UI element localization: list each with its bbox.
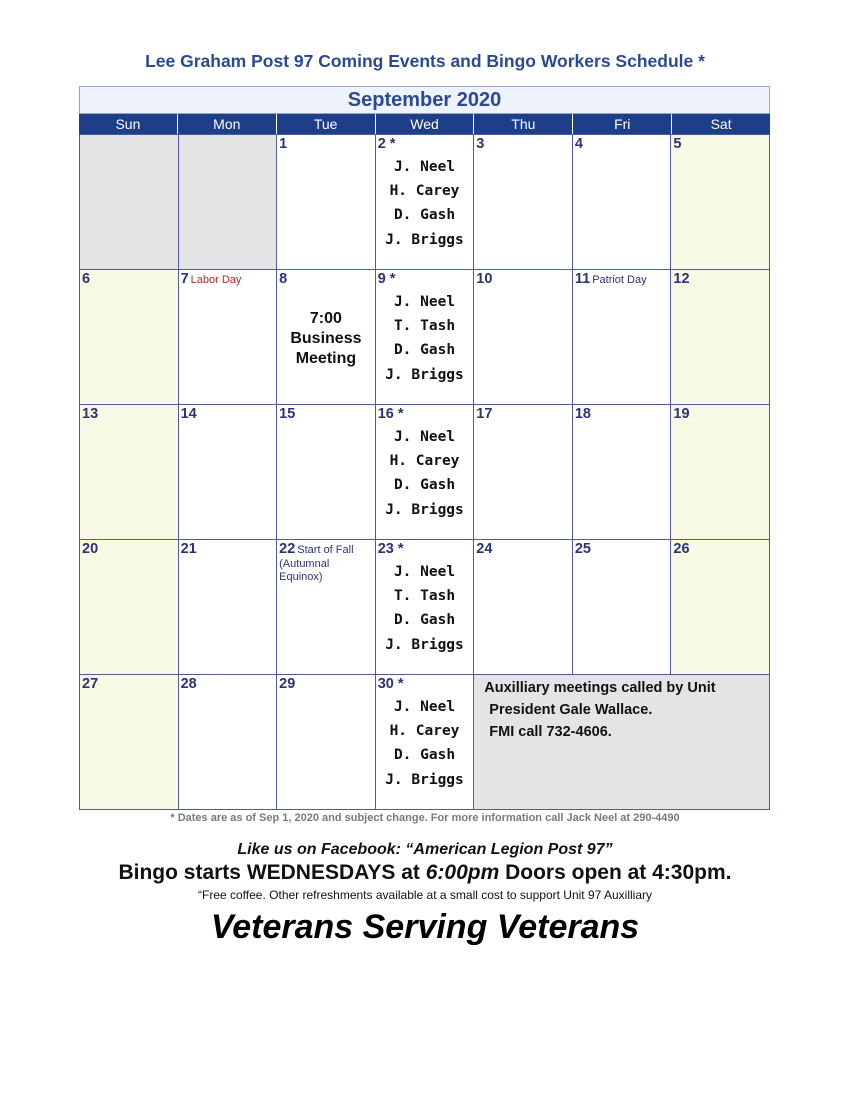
event-time: 7:00	[309, 310, 342, 327]
weekday-sat: Sat	[710, 116, 732, 132]
worker-name: T. Tash	[393, 318, 456, 335]
day-cell-19	[671, 405, 770, 540]
day-cell-10	[474, 270, 573, 405]
day-number: 19	[673, 406, 690, 422]
day-number: 23 *	[377, 541, 404, 557]
day-cell-20	[80, 540, 179, 675]
day-number: 2 *	[377, 136, 396, 152]
weekday-wed: Wed	[376, 114, 475, 134]
bingo-text: Bingo starts WEDNESDAYS at	[118, 861, 426, 884]
note-line: President Gale Wallace.	[489, 702, 653, 718]
facebook-line: Like us on Facebook: “American Legion Post 97”	[237, 841, 613, 858]
motto: Veterans Serving Veterans	[210, 908, 640, 946]
weekday-sun: Sun	[79, 114, 178, 134]
holiday-patriot-day: Patriot Day	[592, 274, 647, 286]
day-cell-25	[573, 540, 672, 675]
bingo-workers-list	[376, 290, 474, 387]
day-number: 27	[82, 676, 99, 692]
day-number: 13	[82, 406, 99, 422]
day-number: 14	[180, 406, 197, 422]
weekday-fri: Fri	[573, 114, 672, 134]
day-cell-7	[179, 270, 278, 405]
auxiliary-note-cell	[474, 675, 770, 810]
day-number: 18	[574, 406, 591, 422]
day-cell-13	[80, 405, 179, 540]
worker-name: J. Briggs	[385, 771, 464, 788]
day-cell-27	[80, 675, 179, 810]
dates-footnote: * Dates are as of Sep 1, 2020 and subject change. For more information call Jack Neel at 290-4490	[170, 812, 680, 824]
bingo-workers-list	[376, 560, 474, 657]
day-number: 17	[476, 406, 493, 422]
day-cell-18	[573, 405, 672, 540]
worker-name: H. Carey	[389, 183, 460, 200]
note-line: Auxilliary meetings called by Unit	[484, 680, 716, 696]
day-number: 6	[82, 271, 91, 287]
worker-name: D. Gash	[393, 342, 456, 359]
holiday-labor-day: Labor Day	[190, 274, 242, 286]
day-number: 24	[476, 541, 493, 557]
day-number: 12	[673, 271, 690, 287]
weekday-header	[79, 114, 770, 134]
day-number	[575, 271, 647, 287]
day-cell-1	[277, 135, 376, 270]
worker-name: D. Gash	[393, 612, 456, 629]
day-cell-9	[376, 270, 475, 405]
holiday-autumnal-equinox: (Autumnal Equinox)	[279, 558, 330, 583]
day-number-value: 11	[574, 271, 591, 287]
day-number: 29	[279, 676, 296, 692]
worker-name: J. Briggs	[385, 366, 464, 383]
bingo-workers-list	[376, 425, 474, 522]
worker-name: H. Carey	[389, 723, 460, 740]
day-number: 28	[180, 676, 197, 692]
worker-name: J. Neel	[393, 699, 456, 715]
day-number: 1	[279, 136, 288, 152]
worker-name: T. Tash	[393, 588, 456, 605]
weekday-thu: Thu	[474, 114, 573, 134]
day-number: 30 *	[377, 676, 404, 692]
day-cell-26	[671, 540, 770, 675]
day-cell-8	[277, 270, 376, 405]
day-number: 25	[574, 541, 591, 557]
day-number: 16 *	[377, 406, 404, 422]
business-meeting-event	[277, 309, 375, 369]
day-cell-28	[179, 675, 278, 810]
day-cell-22	[277, 540, 376, 675]
day-number-value: 7	[180, 271, 189, 287]
day-cell-23	[376, 540, 475, 675]
day-cell-29	[277, 675, 376, 810]
refreshments-note: “Free coffee. Other refreshments available at a small cost to support Unit 97 Auxilliary	[198, 888, 652, 902]
day-cell-6	[80, 270, 179, 405]
day-number: 4	[574, 136, 583, 152]
day-number: 8	[279, 271, 288, 287]
day-number: 5	[673, 136, 682, 152]
day-cell-15	[277, 405, 376, 540]
event-line: Business	[290, 330, 362, 347]
day-number: 26	[673, 541, 690, 557]
day-number: 3	[476, 136, 485, 152]
page-title: Lee Graham Post 97 Coming Events and Bingo Workers Schedule *	[145, 51, 705, 71]
day-cell-17	[474, 405, 573, 540]
event-line: Meeting	[295, 350, 357, 367]
worker-name: J. Neel	[393, 159, 456, 175]
day-cell-14	[179, 405, 278, 540]
empty-day-cell	[179, 135, 278, 270]
bingo-start-time: 6:00pm	[425, 861, 500, 884]
day-number: 20	[82, 541, 99, 557]
worker-name: D. Gash	[393, 477, 456, 494]
day-cell-5	[671, 135, 770, 270]
day-cell-30	[376, 675, 475, 810]
auxiliary-note	[484, 677, 715, 743]
day-cell-12	[671, 270, 770, 405]
worker-name: J. Neel	[393, 429, 456, 445]
calendar-grid	[79, 134, 770, 810]
day-cell-2	[376, 135, 475, 270]
day-cell-11	[573, 270, 672, 405]
bingo-schedule: Bingo starts WEDNESDAYS at 6:00pm Doors open at 4:30pm.	[118, 861, 732, 884]
day-number: 21	[180, 541, 197, 557]
day-cell-4	[573, 135, 672, 270]
worker-name: J. Neel	[393, 564, 456, 580]
note-line: FMI call 732-4606.	[489, 724, 612, 740]
day-cell-21	[179, 540, 278, 675]
bingo-doors-text: Doors open at 4:30pm	[499, 861, 726, 884]
day-cell-16	[376, 405, 475, 540]
day-number: 9 *	[377, 271, 396, 287]
worker-name: J. Briggs	[385, 231, 464, 248]
holiday-start-of-fall: Start of Fall	[297, 544, 354, 556]
calendar	[79, 86, 770, 810]
empty-day-cell	[80, 135, 179, 270]
day-number: 10	[476, 271, 493, 287]
day-number	[279, 541, 353, 557]
day-cell-3	[474, 135, 573, 270]
day-number: 15	[279, 406, 296, 422]
worker-name: J. Briggs	[385, 501, 464, 518]
month-title: September 2020	[79, 86, 770, 114]
bingo-workers-list	[376, 695, 474, 792]
day-number-value: 22	[279, 541, 296, 557]
weekday-mon: Mon	[178, 114, 277, 134]
worker-name: D. Gash	[393, 747, 456, 764]
bingo-workers-list	[376, 155, 474, 252]
weekday-tue: Tue	[277, 114, 376, 134]
worker-name: D. Gash	[393, 207, 456, 224]
worker-name: J. Briggs	[385, 636, 464, 653]
worker-name: J. Neel	[393, 294, 456, 310]
worker-name: H. Carey	[389, 453, 460, 470]
day-number	[181, 271, 242, 287]
day-cell-24	[474, 540, 573, 675]
